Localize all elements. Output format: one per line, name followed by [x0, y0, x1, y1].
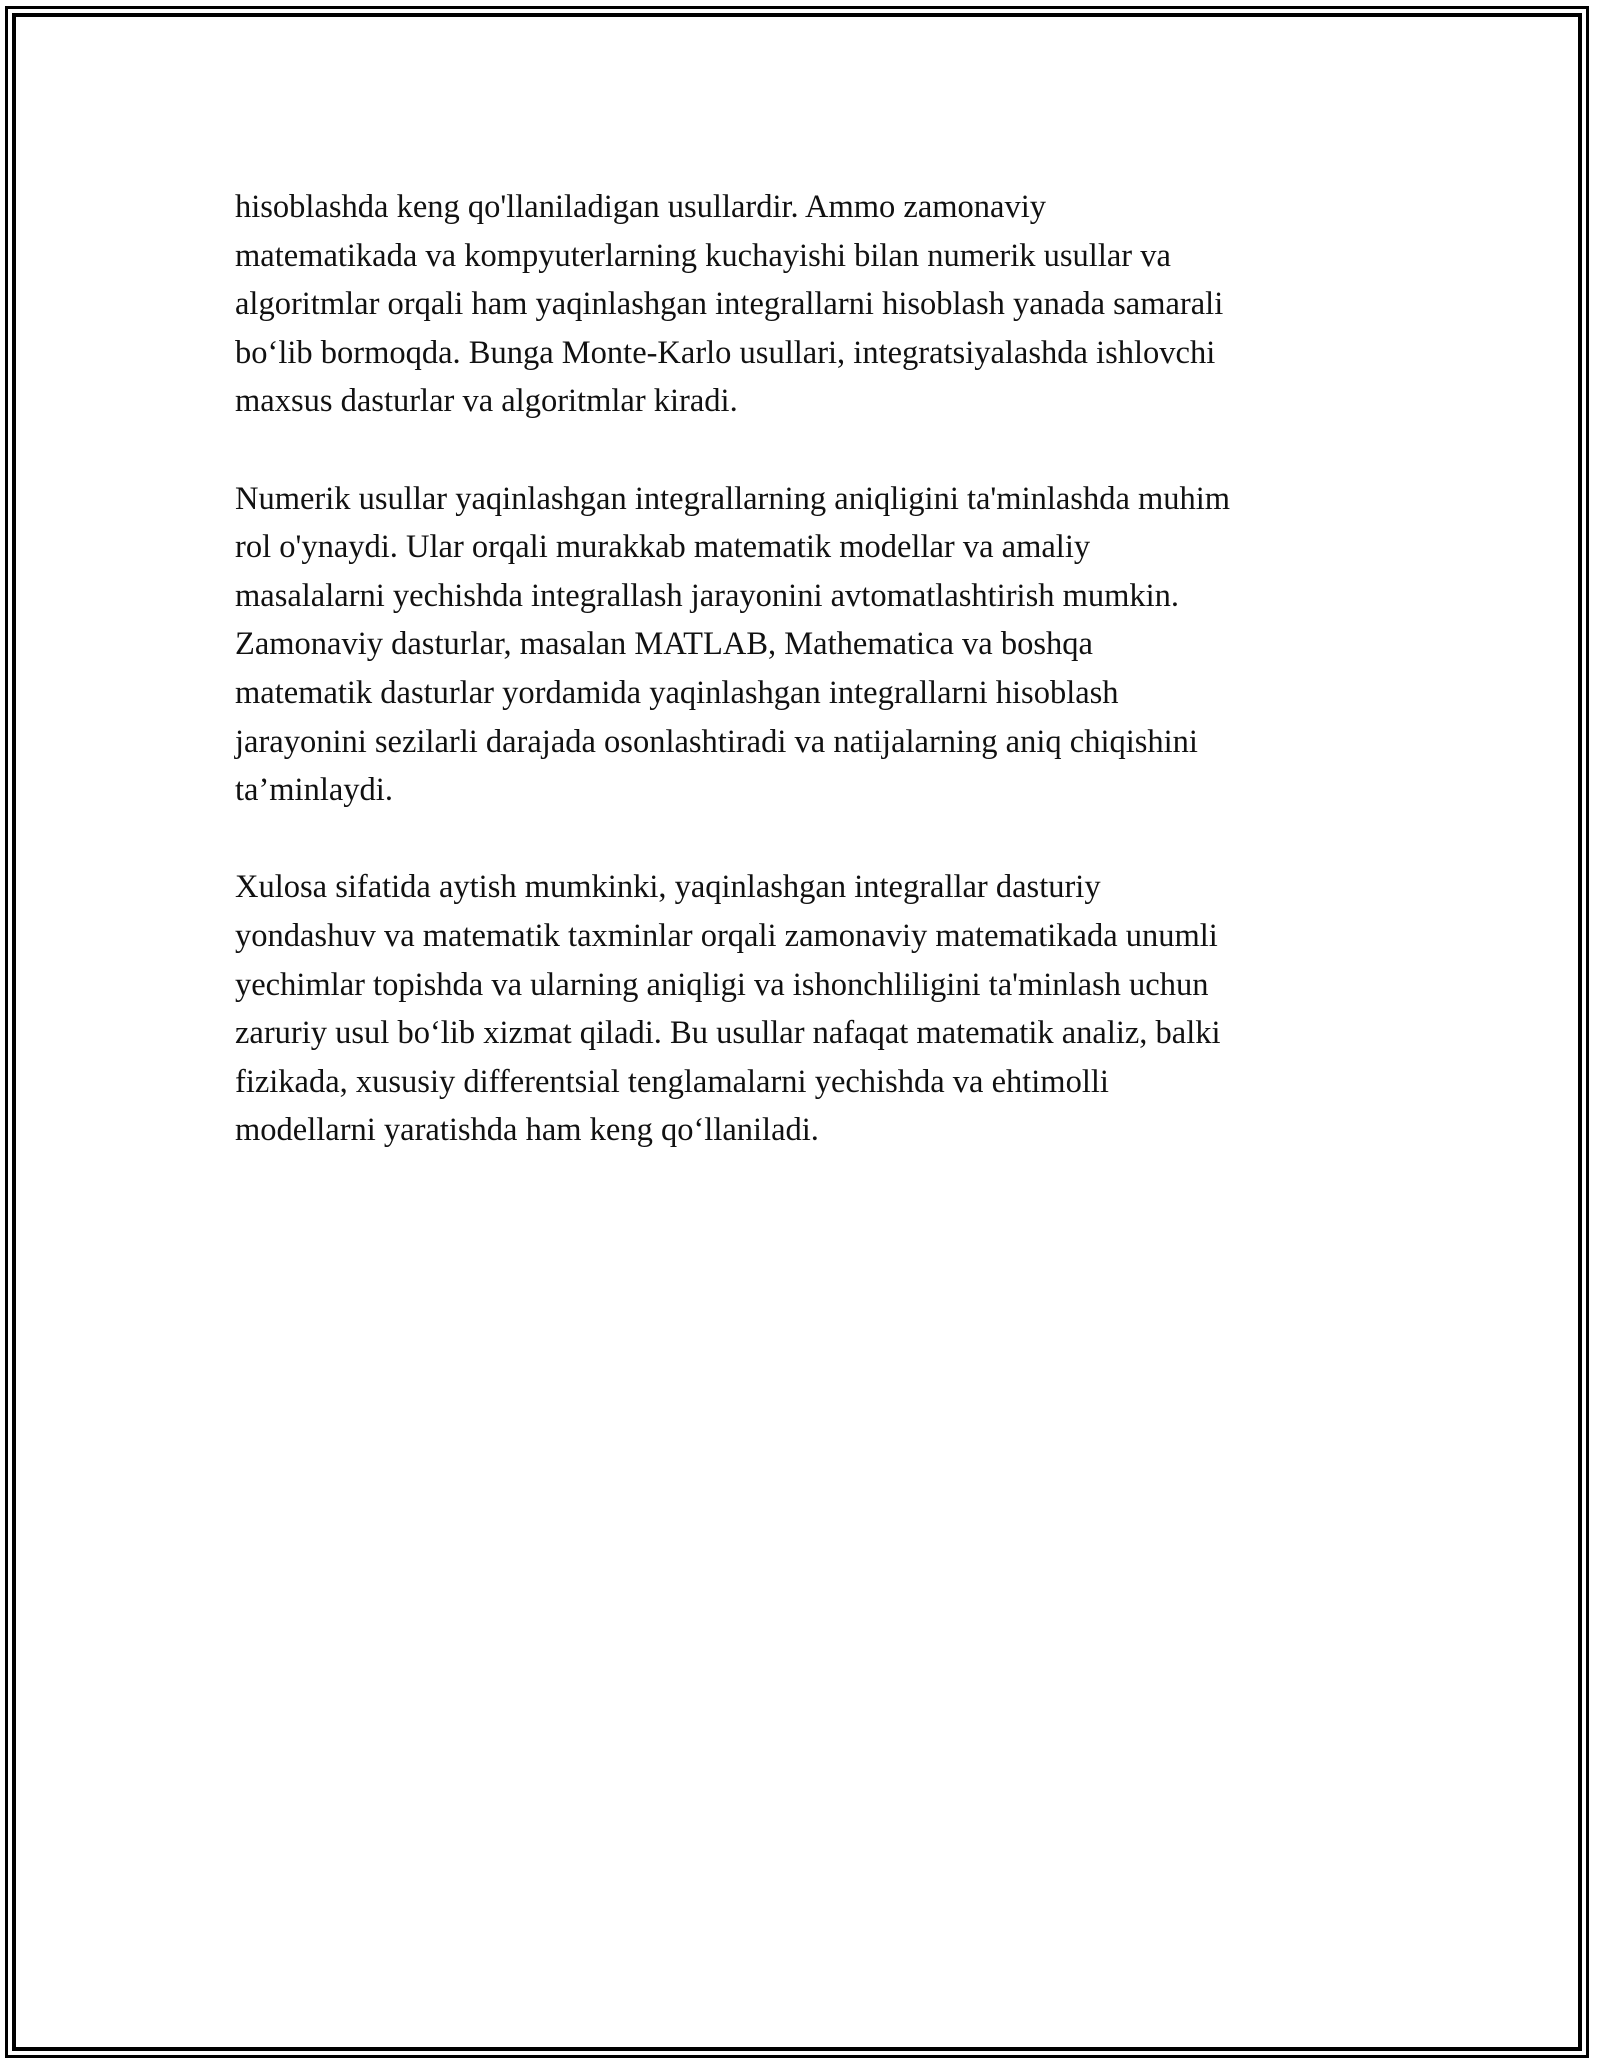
document-body [235, 183, 1385, 1203]
paragraph-1: hisoblashda keng qo'llaniladigan usullardir. Ammo zamonaviy matematikada va kompyuterlarning kuchayishi bilan numerik usullar va algoritmlar orqali ham yaqinlashgan integrallarni hisoblash yanada samarali bo‘lib bormoqda. Bunga Monte-Karlo usullari, integratsiyalashda ishlovchi maxsus dasturlar va algoritmlar kiradi. [235, 189, 1224, 420]
paragraph-3: Xulosa sifatida aytish mumkinki, yaqinlashgan integrallar dasturiy yondashuv va matematik taxminlar orqali zamonaviy matematikada unumli yechimlar topishda va ularning aniqligi va ishonchliligini ta'minlash uchun zaruriy usul bo‘lib xizmat qiladi. Bu usullar nafaqat matematik analiz, balki fizikada, xususiy differentsial tenglamalarni yechishda va ehtimolli modellarni yaratishda ham keng qo‘llaniladi. [235, 869, 1221, 1149]
paragraph-2: Numerik usullar yaqinlashgan integrallarning aniqligini ta'minlashda muhim rol o'ynaydi. Ular orqali murakkab matematik modellar va amaliy masalalarni yechishda integrallash jarayonini avtomatlashtirish mumkin. Zamonaviy dasturlar, masalan MATLAB, Mathematica va boshqa matematik dasturlar yordamida yaqinlashgan integrallarni hisoblash jarayonini sezilarli darajada osonlashtiradi va natijalarning aniq chiqishini ta’minlaydi. [235, 480, 1231, 809]
